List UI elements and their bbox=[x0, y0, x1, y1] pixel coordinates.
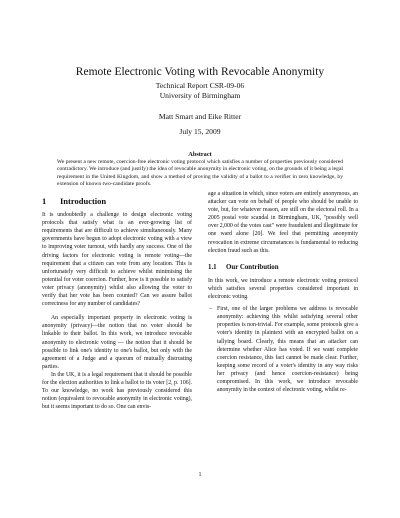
section-title: Introduction bbox=[60, 196, 107, 206]
paragraph: An especially important property in electronic voting is anonymity (privacy)—the notion that no voter should be linkable to their ballot. In this work, we introduce revocable anonymity to electronic voting — the notion that it should be possible to link one's identity to one's ballot, but only with the agreement of a Judge and a quorum of mutually distrusting parties. bbox=[42, 315, 192, 370]
right-column bbox=[208, 190, 358, 394]
contribution-list bbox=[208, 305, 358, 394]
section-heading bbox=[42, 197, 192, 205]
report-line: Technical Report CSR-09-06 bbox=[155, 81, 245, 90]
authors: Matt Smart and Eike Ritter bbox=[158, 112, 242, 121]
subsection-number: 1.1 bbox=[208, 263, 217, 271]
paper-title: Remote Electronic Voting with Revocable Anonymity bbox=[75, 66, 325, 78]
page-number: 1 bbox=[198, 472, 202, 478]
subsection-title: Our Contribution bbox=[226, 263, 279, 271]
institution: University of Birmingham bbox=[159, 91, 241, 100]
list-item: – First, one of the larger problems we address is revocable anonymity: achieving this whilst satisfying several other properties is non-trivial. For example, some protocols give a voter's identity in plaintext with an encrypted ballot on a tallying board. Clearly, this means that an attacker can determine whether Alice has voted. If we want complete coercion resistance, this fact cannot be made clear. Further, keeping some record of a voter's identity in any way risks her privacy (and hence coercion-resistance) being compromised. In this work, we introduce revocable anonymity in the context of electronic voting, whilst re- bbox=[217, 305, 358, 394]
paragraph: In the UK, it is a legal requirement that it should be possible for the election authorities to link a ballot to its voter [2, p. 106]. To our knowledge, no work has previously considered this notion (equivalent to revocable anonymity in electronic voting), but it seems important to do so. One can envis- bbox=[42, 371, 192, 411]
section-number: 1 bbox=[42, 196, 47, 206]
left-column bbox=[42, 197, 192, 411]
date: July 15, 2009 bbox=[179, 127, 221, 136]
subsection-heading bbox=[208, 264, 358, 272]
paragraph: It is undoubtedly a challenge to design electronic voting protocols that satisfy what is an ever-growing list of requirements that are difficult to achieve simultaneously. Many governments have begun to adopt electronic voting with a view to improving voter turnout, with hardly any success. One of the driving factors for electronic voting is remote voting—the requirement that a citizen can vote from any location. This is unfortunately very difficult to achieve whilst minimising the potential for voter coercion. Further, how is it possible to satisfy voter privacy (anonymity) whilst also allowing the voter to verify that her vote has been counted? Can we assure ballot correctness for any number of candidates? bbox=[42, 212, 192, 308]
paragraph: In this work, we introduce a remote electronic voting protocol which satisfies several properties considered important in electronic voting. bbox=[208, 277, 358, 301]
abstract-heading: Abstract bbox=[188, 151, 212, 158]
abstract-text: We present a new remote, coercion-free electronic voting protocol which satisfies a number of properties previously considered contradictory. We introduce (and justify) the idea of revocable anonymity in electronic voting, on the grounds of it being a legal requirement in the United Kingdom, and show a method of proving the validity of a ballot to a verifier in zero knowledge, by extension of known two-candidate proofs. bbox=[57, 159, 343, 187]
paragraph: age a situation in which, since voters are entirely anonymous, an attacker can vote on behalf of people who should be unable to vote, but, for whatever reason, are still on the electoral roll. In a 2005 postal vote scandal in Birmingham, UK, "possibly well over 2,000 of the votes cast" were fraudulent and illegitimate for one ward alone [20]. We feel that permitting anonymity revocation in extreme circumstances is fundamental to reducing election fraud such as this. bbox=[208, 191, 358, 254]
